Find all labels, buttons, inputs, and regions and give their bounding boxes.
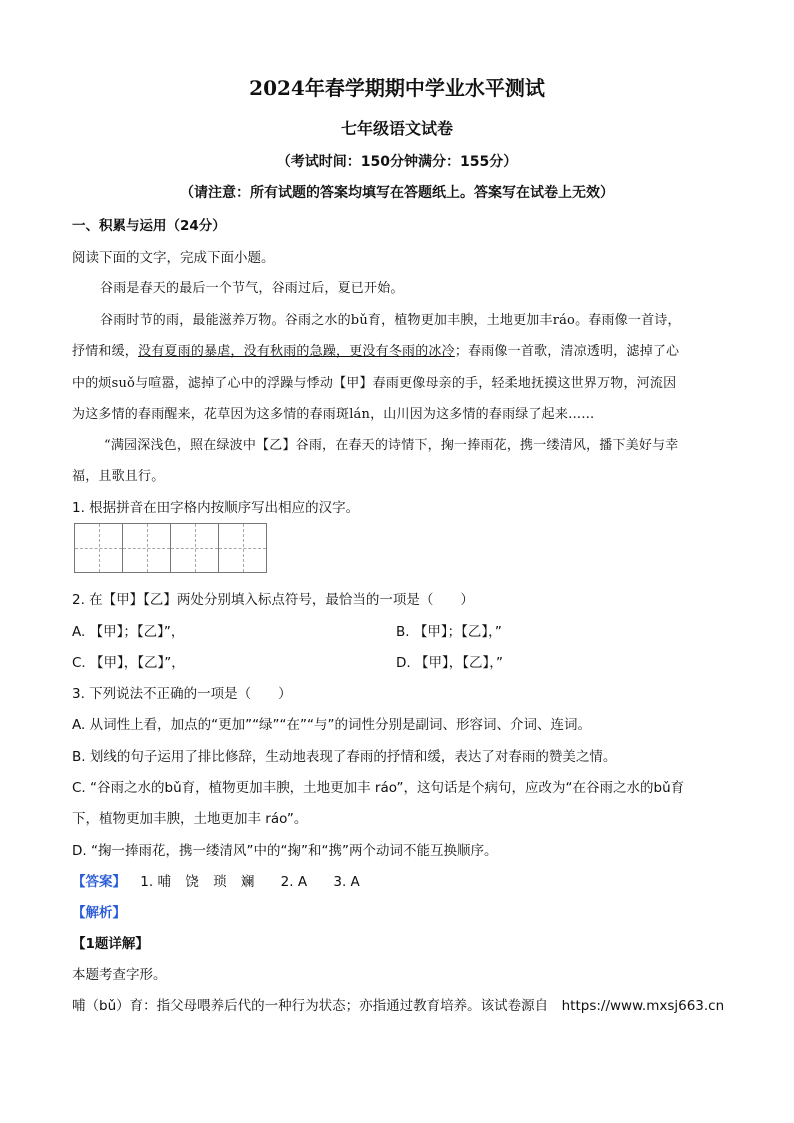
answer-item: 斓 <box>240 874 255 890</box>
q3-option-b: B. 划线的句子运用了排比修辞，生动地表现了春雨的抒情和缓，表达了对春雨的赞美之情。 <box>72 749 617 765</box>
question-1: 1. 根据拼音在田字格内按顺序写出相应的汉字。 <box>72 500 360 516</box>
q3-option-d: D. “掬一捧雨花，携一缕清风”中的“掬”和“携”两个动词不能互换顺序。 <box>72 843 498 859</box>
q2-option-b: B. 【甲】；【乙】，” <box>396 624 502 640</box>
answer-item: 1. 哺 <box>140 874 171 890</box>
question-3: 3. 下列说法不正确的一项是（ ） <box>72 686 292 702</box>
passage-text: ；春雨像一首歌，清凉透明，滤掉了心 <box>454 344 680 359</box>
passage-line: 谷雨时节的雨，最能滋养万物。谷雨之水的bǔ育，植物更加丰腴，土地更加丰ráo。春雨像一首诗， <box>100 313 681 328</box>
answer-line <box>72 870 370 890</box>
grid-cell <box>170 523 219 573</box>
passage-line: 为这多情的春雨醒来，花草因为这多情的春雨斑lán，山川因为这多情的春雨绿了起来…… <box>72 407 595 422</box>
answer-item: 2. A <box>280 874 308 890</box>
detail-text: 哺（bǔ）育：指父母喂养后代的一种行为状态；亦指通过教育培养。该试卷源自 https://www.mxsj663.cn <box>72 998 725 1014</box>
passage-line: 中的烦suǒ与喧嚣，滤掉了心中的浮躁与悸动【甲】春雨更像母亲的手，轻柔地抚摸这世界万物，河流因 <box>72 376 677 391</box>
q3-option-a: A. 从词性上看，加点的“更加”“绿”“在”“与”的词性分别是副词、形容词、介词、连词。 <box>72 717 592 733</box>
q3-option-c-continued: 下，植物更加丰腴，土地更加丰 ráo”。 <box>72 811 308 827</box>
answer-label: 【答案】 <box>72 874 126 890</box>
q2-option-a: A. 【甲】；【乙】”， <box>72 624 185 640</box>
grid-cell <box>218 523 267 573</box>
question-2: 2. 在【甲】【乙】两处分别填入标点符号，最恰当的一项是（ ） <box>72 592 474 608</box>
exam-subtitle: 七年级语文试卷 <box>340 119 453 138</box>
answer-item: 琐 <box>213 874 227 890</box>
analysis-label: 【解析】 <box>72 905 126 921</box>
passage-paragraph-1: 谷雨是春天的最后一个节气，谷雨过后，夏已开始。 <box>100 281 404 296</box>
underlined-sentence: 没有夏雨的暴虐，没有秋雨的急躁，更没有冬雨的冰冷 <box>138 344 455 359</box>
q2-option-c: C. 【甲】，【乙】”， <box>72 655 185 671</box>
answer-item: 饶 <box>185 874 199 890</box>
passage-line: “满园深浅色，照在绿波中【乙】谷雨，在春天的诗情下，掬一捧雨花，携一缕清风，播下美好与幸 <box>104 438 679 453</box>
answer-item: 3. A <box>333 874 360 890</box>
passage-text: 抒情和缓， <box>72 344 139 359</box>
detail-label: 【1题详解】 <box>72 936 149 952</box>
exam-title: 2024年春学期期中学业水平测试 <box>249 76 545 100</box>
passage-line: 福，且歌且行。 <box>72 469 165 484</box>
grid-cell <box>74 523 123 573</box>
q2-option-d: D. 【甲】，【乙】，” <box>396 655 503 671</box>
reading-instruction: 阅读下面的文字，完成下面小题。 <box>72 250 275 266</box>
grid-cell <box>122 523 171 573</box>
passage-line <box>72 340 679 359</box>
exam-time-info: （考试时间：150分钟满分：155分） <box>276 154 518 170</box>
q3-option-c: C. “谷雨之水的bǔ育，植物更加丰腴，土地更加丰 ráo”，这句话是个病句，应改为“在谷雨之水的bǔ育 <box>72 780 685 796</box>
exam-notice: （请注意：所有试题的答案均填写在答题纸上。答案写在试卷上无效） <box>180 185 614 201</box>
tian-zi-grid <box>74 523 270 573</box>
section-heading: 一、积累与运用（24分） <box>72 218 226 234</box>
detail-text: 本题考查字形。 <box>72 967 167 983</box>
